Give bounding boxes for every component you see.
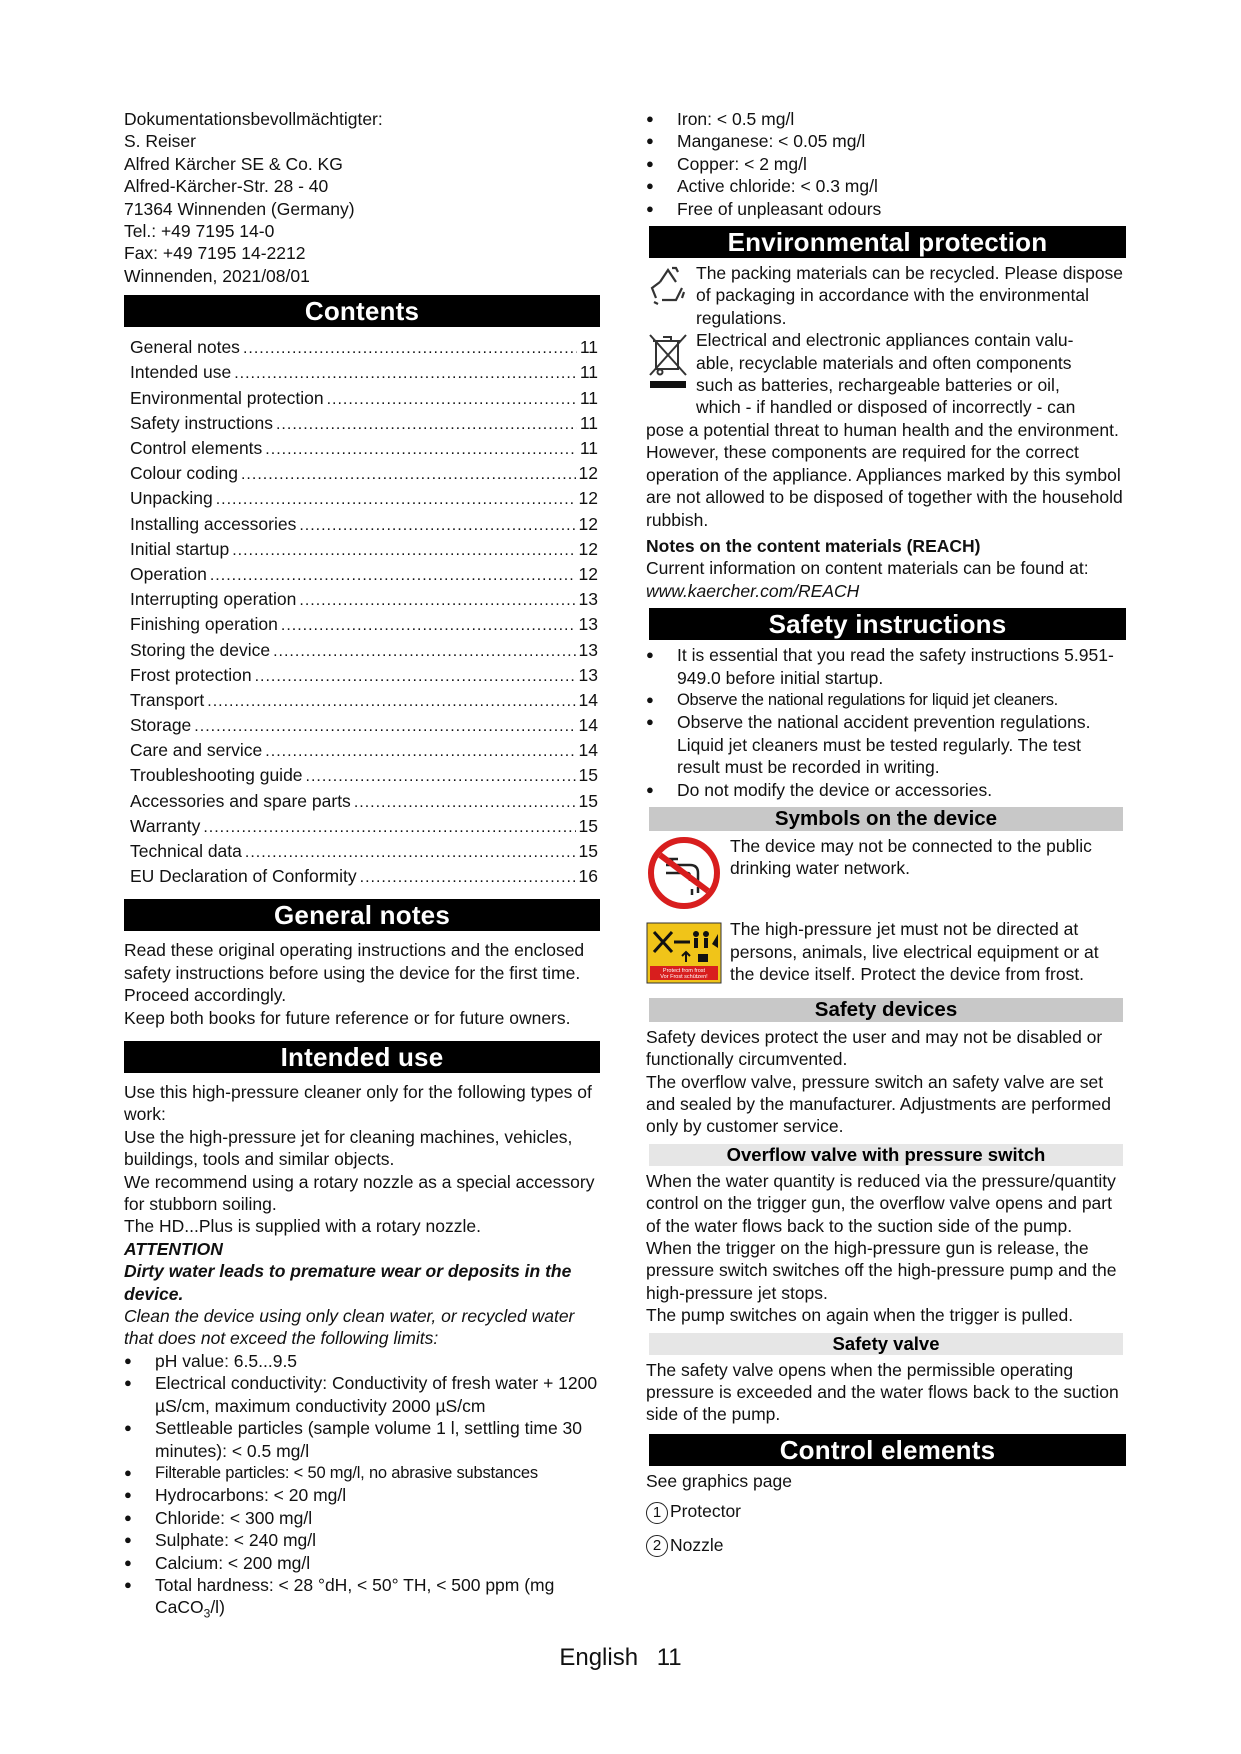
table-of-contents — [124, 335, 600, 889]
weee-note — [646, 329, 1126, 419]
toc-leader-dots — [276, 412, 577, 437]
toc-label: Intended use — [130, 362, 232, 383]
toc-label: General notes — [130, 337, 240, 358]
symbol-jet-warning — [646, 918, 1126, 989]
list-item: ● Do not modify the device or accessories. — [646, 779, 1126, 801]
list-item: ● Sulphate: < 240 mg/l — [124, 1529, 600, 1551]
list-item-hardness — [124, 1574, 600, 1625]
toc-label: Operation — [130, 563, 207, 584]
environmental-heading: Environmental protection — [649, 226, 1126, 258]
reach-text: Current information on content materials can be found at: — [646, 558, 1089, 579]
toc-leader-dots — [245, 840, 576, 865]
hardness-end: /l) — [210, 1597, 225, 1618]
toc-page-number: 11 — [579, 337, 598, 358]
toc-label: Safety instructions — [130, 412, 273, 433]
toc-page-number: 13 — [578, 664, 598, 685]
item-number-badge: 2 — [646, 1535, 668, 1557]
toc-leader-dots — [234, 361, 577, 386]
safety-valve-heading: Safety valve — [649, 1333, 1123, 1355]
safety-devices-heading: Safety devices — [649, 998, 1123, 1022]
list-item: ● Filterable particles: < 50 mg/l, no abrasive substances — [124, 1462, 600, 1484]
toc-entry[interactable] — [124, 512, 600, 537]
toc-label: Transport — [130, 689, 205, 710]
toc-entry[interactable] — [124, 360, 600, 385]
toc-leader-dots — [232, 538, 575, 563]
weee-line: such as batteries, rechargeable batteries or oil, — [696, 375, 1060, 396]
toc-leader-dots — [354, 790, 576, 815]
toc-page-number: 14 — [578, 740, 598, 761]
toc-page-number: 13 — [578, 639, 598, 660]
intended-use-heading: Intended use — [124, 1041, 600, 1073]
toc-label: Accessories and spare parts — [130, 790, 351, 811]
toc-entry[interactable] — [124, 562, 600, 587]
toc-entry[interactable] — [124, 688, 600, 713]
toc-entry[interactable] — [124, 738, 600, 763]
toc-page-number: 15 — [578, 815, 598, 836]
symbols-heading: Symbols on the device — [649, 807, 1123, 831]
toc-label: Installing accessories — [130, 513, 297, 534]
list-item: ● Calcium: < 200 mg/l — [124, 1552, 600, 1574]
general-notes-p2: Keep both books for future reference or for future owners. — [124, 1007, 571, 1028]
weee-rest: pose a potential threat to human health and the environment. However, these components are required for the correct operation of the appliance. Appliances marked by this symbol are not allowed to be disposed of together with the household rubbish. — [646, 419, 1123, 530]
toc-label: Storing the device — [130, 639, 271, 660]
toc-label: Warranty — [130, 815, 201, 836]
authorized-representative — [124, 108, 600, 287]
toc-leader-dots — [299, 588, 575, 613]
list-item: ● Settleable particles (sample volume 1 l, settling time 30 minutes): < 0.5 mg/l — [124, 1417, 600, 1462]
reach-paragraph — [646, 557, 1126, 602]
symbol2-text: The high-pressure jet must not be directed at persons, animals, live electrical equipment or at the device itself. Protect the device from frost. — [730, 919, 1099, 985]
toc-entry[interactable] — [124, 663, 600, 688]
list-item: ● Hydrocarbons: < 20 mg/l — [124, 1484, 600, 1506]
recycling-note — [646, 262, 1126, 329]
toc-leader-dots — [207, 689, 575, 714]
list-item: ● pH value: 6.5...9.5 — [124, 1350, 600, 1372]
toc-page-number: 15 — [578, 841, 598, 861]
toc-entry[interactable] — [124, 537, 600, 562]
water-limits-list-continued — [646, 108, 1126, 220]
toc-leader-dots — [299, 513, 575, 538]
hardness-subscript: 3 — [203, 1606, 211, 1621]
auth-line: S. Reiser — [124, 131, 196, 152]
overflow-valve-heading: Overflow valve with pressure switch — [649, 1144, 1123, 1166]
toc-entry[interactable] — [124, 411, 600, 436]
toc-label: Frost protection — [130, 664, 252, 685]
general-notes-p1: Read these original operating instructions and the enclosed safety instructions before using the device for the first time. Proceed accordingly. — [124, 940, 585, 1006]
list-item: ● Chloride: < 300 mg/l — [124, 1507, 600, 1529]
toc-label: Care and service — [130, 740, 263, 761]
hardness-text: Total hardness: < 28 °dH, < 50° TH, < 500 ppm (mg CaCO — [155, 1574, 555, 1618]
item-number-badge: 1 — [646, 1502, 668, 1524]
auth-line: Alfred-Kärcher-Str. 28 - 40 — [124, 176, 329, 197]
toc-leader-dots — [265, 739, 575, 764]
toc-leader-dots — [194, 714, 575, 739]
toc-entry[interactable] — [124, 436, 600, 461]
list-item: ● Iron: < 0.5 mg/l — [646, 108, 1126, 130]
auth-line: Tel.: +49 7195 14-0 — [124, 221, 275, 242]
toc-entry[interactable] — [124, 839, 600, 864]
toc-leader-dots — [281, 613, 576, 638]
toc-leader-dots — [306, 764, 576, 789]
toc-label: Interrupting operation — [130, 589, 297, 610]
toc-leader-dots — [243, 336, 577, 361]
toc-label: Initial startup — [130, 538, 230, 559]
auth-line: Alfred Kärcher SE & Co. KG — [124, 153, 343, 174]
toc-leader-dots — [327, 387, 577, 412]
toc-page-number: 12 — [578, 513, 598, 534]
symbol-no-drinking-water — [646, 835, 1126, 916]
limits-intro: Clean the device using only clean water, or recycled water that does not exceed the following limits: — [124, 1306, 575, 1349]
safety-heading: Safety instructions — [649, 608, 1126, 640]
toc-page-number: 11 — [579, 387, 598, 408]
toc-page-number: 15 — [578, 790, 598, 811]
toc-leader-dots — [216, 487, 576, 512]
safety-devices-p1: Safety devices protect the user and may not be disabled or functionally circumvented. — [646, 1026, 1103, 1070]
list-item: ● Electrical conductivity: Conductivity of fresh water + 1200 µS/cm, maximum conductivity 2000 µS/cm — [124, 1372, 600, 1417]
recycle-text: The packing materials can be recycled. Please dispose of packaging in accordance with the environmental regulations. — [696, 263, 1124, 328]
page-number: 11 — [656, 1644, 682, 1671]
intended-use-p4: The HD...Plus is supplied with a rotary nozzle. — [124, 1216, 481, 1237]
toc-label: Environmental protection — [130, 387, 324, 408]
toc-entry[interactable] — [124, 612, 600, 637]
crossed-bin-icon — [646, 329, 696, 398]
toc-entry[interactable] — [124, 587, 600, 612]
toc-entry[interactable] — [124, 814, 600, 839]
toc-entry[interactable] — [124, 461, 600, 486]
intended-use-p2: Use the high-pressure jet for cleaning machines, vehicles, buildings, tools and similar objects. — [124, 1126, 573, 1170]
overflow-p3: The pump switches on again when the trigger is pulled. — [646, 1305, 1074, 1326]
general-notes-heading: General notes — [124, 899, 600, 931]
toc-leader-dots — [265, 437, 577, 462]
no-drinking-water-connection-icon — [646, 835, 730, 916]
control-elements-heading: Control elements — [649, 1434, 1126, 1466]
toc-label: Troubleshooting guide — [130, 765, 303, 786]
list-item: ● Observe the national regulations for liquid jet cleaners. — [646, 689, 1126, 711]
intended-use-p1: Use this high-pressure cleaner only for the following types of work: — [124, 1082, 592, 1125]
toc-label: Finishing operation — [130, 614, 278, 635]
safety-devices-p2: The overflow valve, pressure switch an safety valve are set and sealed by the manufacturer. Adjustments are performed only by customer service. — [646, 1071, 1111, 1137]
control-intro: See graphics page — [646, 1470, 792, 1491]
toc-entry[interactable] — [124, 335, 600, 360]
toc-page-number: 11 — [579, 412, 598, 433]
toc-leader-dots — [255, 664, 576, 689]
overflow-p2: When the trigger on the high-pressure gun is release, the pressure switch switches off the high-pressure pump and the high-pressure jet stops. — [646, 1238, 1117, 1303]
weee-lines — [696, 329, 1126, 419]
toc-page-number: 12 — [578, 488, 598, 509]
toc-label: Technical data — [130, 841, 242, 861]
reach-title: Notes on the content materials (REACH) — [646, 535, 981, 556]
toc-page-number: 11 — [579, 438, 598, 458]
list-item: ● Free of unpleasant odours — [646, 198, 1126, 220]
safety-valve-p1: The safety valve opens when the permissible operating pressure is exceeded and the water flows back to the suction side of the pump. — [646, 1359, 1119, 1425]
toc-entry[interactable] — [124, 713, 600, 738]
toc-leader-dots — [273, 639, 575, 664]
weee-line: which - if handled or disposed of incorrectly - can — [696, 397, 1076, 418]
control-item-label: Protector — [670, 1501, 741, 1522]
toc-page-number: 15 — [578, 765, 598, 786]
toc-page-number: 12 — [578, 463, 598, 484]
reach-link[interactable]: www.kaercher.com/REACH — [646, 580, 860, 601]
recycle-icon — [646, 262, 696, 313]
toc-entry[interactable] — [124, 763, 600, 788]
list-item: ● Active chloride: < 0.3 mg/l — [646, 175, 1126, 197]
toc-entry[interactable] — [124, 386, 600, 411]
toc-entry[interactable] — [124, 638, 600, 663]
weee-line: Electrical and electronic appliances contain valu- — [696, 330, 1074, 351]
list-item: ● It is essential that you read the safety instructions 5.951-949.0 before initial startup. — [646, 644, 1126, 689]
toc-page-number: 12 — [578, 563, 598, 584]
control-item — [646, 1500, 1126, 1523]
toc-leader-dots — [360, 865, 576, 890]
toc-leader-dots — [203, 815, 575, 840]
control-item-label: Nozzle — [670, 1534, 724, 1555]
toc-page-number: 14 — [578, 689, 598, 710]
list-item: ● Manganese: < 0.05 mg/l — [646, 130, 1126, 152]
toc-leader-dots — [241, 462, 576, 487]
footer-language: English — [559, 1644, 639, 1671]
intended-use-p3: We recommend using a rotary nozzle as a special accessory for stubborn soiling. — [124, 1171, 595, 1215]
left-column — [124, 108, 600, 1625]
toc-entry[interactable] — [124, 486, 600, 511]
toc-page-number: 14 — [578, 715, 598, 736]
auth-line: Dokumentationsbevollmächtigter: — [124, 109, 383, 129]
label-line-2: Vor Frost schützen! — [660, 974, 708, 981]
toc-page-number: 16 — [578, 866, 598, 887]
contents-heading: Contents — [124, 295, 600, 327]
toc-entry[interactable] — [124, 789, 600, 814]
toc-page-number: 13 — [578, 614, 598, 635]
toc-leader-dots — [210, 563, 576, 588]
overflow-p1: When the water quantity is reduced via the pressure/quantity control on the trigger gun, the overflow valve opens and part of the water flows back to the suction side of the pump. — [646, 1170, 1116, 1236]
toc-label: Unpacking — [130, 488, 213, 509]
page-footer — [0, 1643, 1241, 1673]
toc-label: Colour coding — [130, 463, 238, 484]
auth-line: Winnenden, 2021/08/01 — [124, 265, 310, 286]
toc-entry[interactable] — [124, 864, 600, 889]
symbol1-text: The device may not be connected to the public drinking water network. — [730, 835, 1092, 879]
jet-warning-label-icon — [646, 918, 730, 989]
toc-page-number: 13 — [578, 589, 598, 610]
auth-line: 71364 Winnenden (Germany) — [124, 198, 355, 219]
water-limits-list — [124, 1350, 600, 1625]
attention-warning: Dirty water leads to premature wear or deposits in the device. — [124, 1261, 572, 1304]
right-column — [646, 108, 1126, 1557]
attention-label: ATTENTION — [124, 1238, 223, 1259]
label-line-1: Protect from frost — [662, 968, 706, 975]
toc-label: EU Declaration of Conformity — [130, 866, 357, 887]
weee-line: able, recyclable materials and often components — [696, 352, 1072, 373]
safety-list — [646, 644, 1126, 801]
toc-page-number: 12 — [578, 538, 598, 559]
control-item — [646, 1534, 1126, 1557]
auth-line: Fax: +49 7195 14-2212 — [124, 243, 306, 264]
list-item: ● Copper: < 2 mg/l — [646, 153, 1126, 175]
list-item: ● Observe the national accident prevention regulations. Liquid jet cleaners must be tested regularly. The test result must be recorded in writing. — [646, 711, 1126, 778]
toc-label: Control elements — [130, 438, 263, 458]
toc-page-number: 11 — [579, 362, 598, 383]
toc-label: Storage — [130, 715, 192, 736]
